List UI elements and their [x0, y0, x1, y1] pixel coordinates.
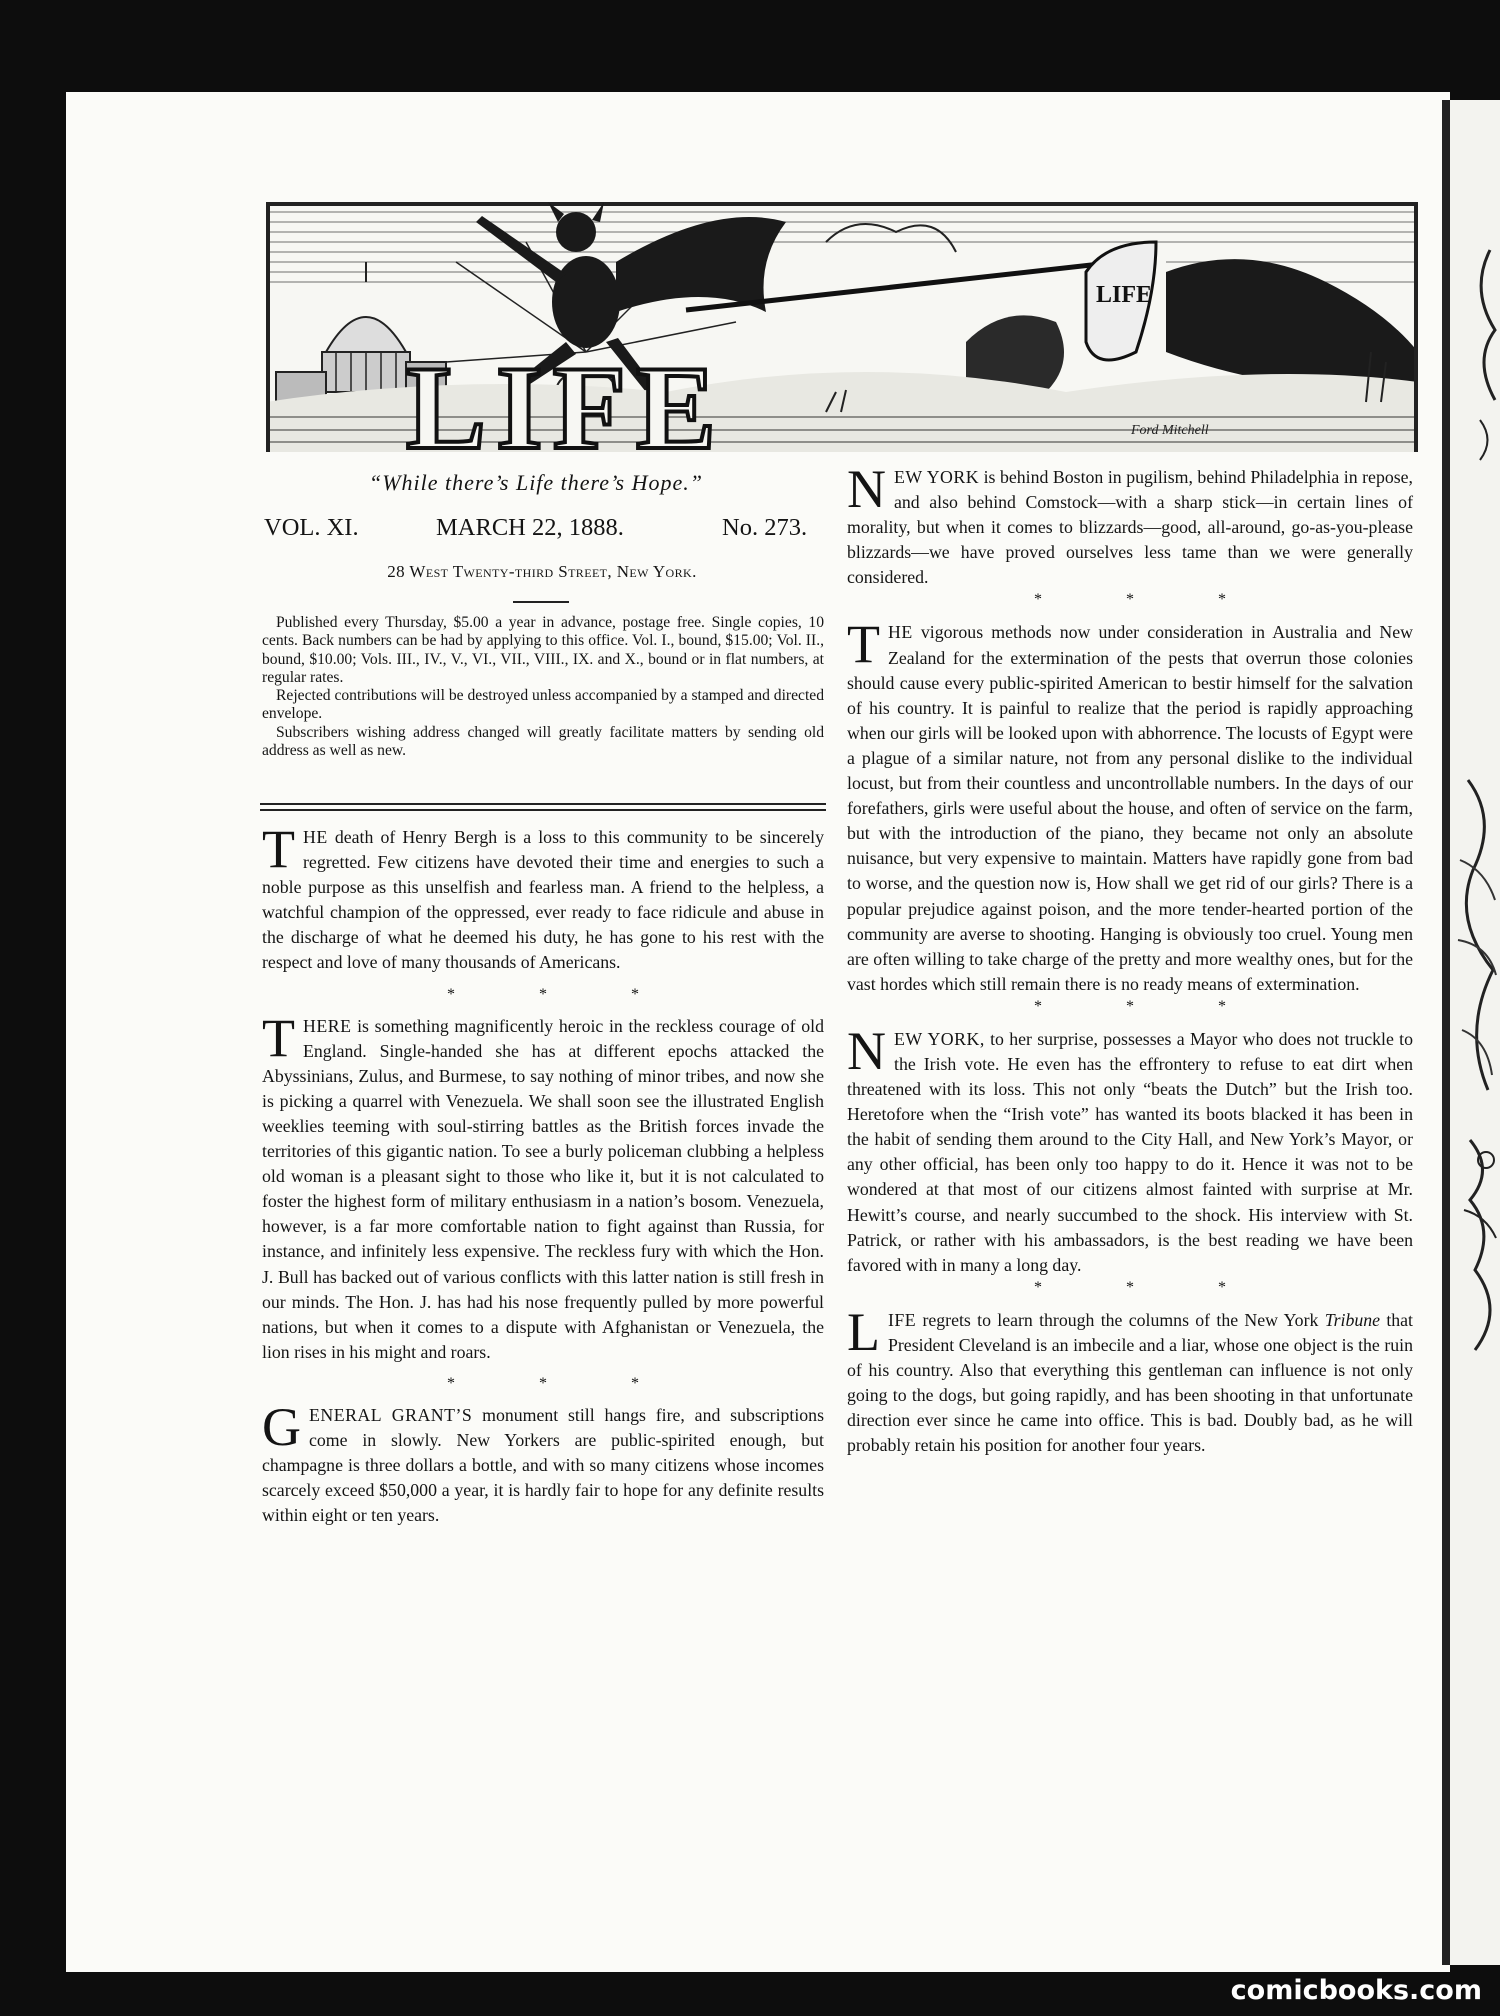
- article-body: to her surprise, possesses a Mayor who does not truckle to the Irish vote. He even has the effrontery to refuse to eat dirt when threatened with its loss. This not only “beats the Dutch” but the Irish too. Heretofore when the “Irish vote” has wanted its boots blacked it has been in the habit of sending them around to the City Hall, and New York’s Mayor, or any other official, has been only too happy to do it. Hence it was not to be wondered at that most of our citizens almost fainted with surprise at Mr. Hewitt’s course, and nearly succumbed to the shock. His interview with St. Patrick, or rather with his ambassadors, is the best reading we have been favored with in many a long day.: [847, 1028, 1413, 1275]
- section-separator: * * *: [447, 1374, 679, 1392]
- section-separator: * * *: [1034, 591, 1266, 609]
- article-extermination: [847, 614, 1413, 996]
- site-watermark: comicbooks.com: [1230, 1975, 1482, 2006]
- article-henry-bergh: [262, 819, 824, 976]
- article-body: death of Henry Bergh is a loss to this community to be sincerely regretted. Few citizens have devoted their time and energies to such a noble purpose as this unselfish and fearless man. A friend to the helpless, a watchful champion of the oppressed, ever ready to face ridicule and abuse in the discharge of what he deemed his duty, he has gone to his rest with the respect and love of many thousands of Americans.: [262, 827, 824, 973]
- adjacent-page-fragment: [1450, 100, 1500, 1965]
- article-new-york-mayor: [847, 1020, 1413, 1278]
- drop-cap: T: [262, 819, 295, 879]
- left-column: [262, 819, 824, 1528]
- article-lead: HE: [888, 622, 913, 643]
- page-binding-edge: [1442, 100, 1450, 1965]
- notice-paragraph: Rejected contributions will be destroyed unless accompanied by a stamped and directed envelope.: [262, 687, 824, 723]
- masthead-illustration: [266, 202, 1418, 452]
- article-lead: HE: [303, 827, 328, 847]
- article-body: is behind Boston in pugilism, behind Philadelphia in repose, and also behind Comstock—with a sharp stick—in certain lines of morality, but when it comes to blizzards—good, all-around, go-as-you-please blizzards—we have proved ourselves less tame than we were generally considered.: [847, 467, 1413, 588]
- volume-number: VOL. XI.: [264, 514, 359, 541]
- newspaper-name: Tribune: [1324, 1309, 1381, 1330]
- article-grant-monument: [262, 1396, 824, 1528]
- notice-paragraph: Published every Thursday, $5.00 a year in advance, postage free. Single copies, 10 cents. Back numbers can be had by applying to this office. Vol. I., bound, $15.00; Vol. II., bound, $10.00; Vols. III., IV., V., VI., VII., VIII., IX. and X., bound or in flat numbers, at regular rates.: [262, 614, 824, 686]
- article-president-cleveland: [847, 1301, 1413, 1459]
- short-rule: [513, 601, 569, 603]
- issue-date: MARCH 22, 1888.: [436, 514, 624, 541]
- article-lead: EW YORK: [894, 467, 980, 487]
- article-lead: IFE: [888, 1309, 917, 1330]
- life-logo: LIFE: [406, 341, 727, 452]
- section-separator: * * *: [1034, 1278, 1266, 1296]
- section-separator: * * *: [1034, 997, 1266, 1015]
- article-lead: HERE: [303, 1015, 352, 1036]
- shield-label: LIFE: [1096, 282, 1153, 308]
- notice-paragraph: Subscribers wishing address changed will greatly facilitate matters by sending old address as well as new.: [262, 723, 824, 760]
- drop-cap: T: [262, 1007, 295, 1068]
- article-lead: EW YORK,: [894, 1028, 985, 1049]
- article-body: is something magnificently heroic in the reckless courage of old England. Single-handed she has at different epochs attacked the Abyssinians, Zulus, and Burmese, to say nothing of minor tribes, and now she is picking a quarrel with Venezuela. We shall soon see the illustrated English weeklies teeming with soul-stirring battles as the British forces invade the territories of this gigantic nation. To see a burly policeman clubbing a helpless old woman is a pleasant sight to those who like it, but it is not calculated to foster the highest form of military enthusiasm in a nation’s bosom. Venezuela, however, is a far more comfortable nation to fight against than Russia, for instance, and infinitely less expensive. The reckless fury with which the Hon. J. Bull has backed out of various conflicts with this latter nation is still fresh in our minds. The Hon. J. has had his nose frequently pulled by more powerful nations, but when it comes to a dispute with Afghanistan or Venezuela, the lion rises in his might and roars.: [262, 1015, 824, 1362]
- drop-cap: N: [847, 1020, 886, 1081]
- article-body: that President Cleveland is an imbecile and a liar, whose one object is the ruin of his country. Also that everything this gentleman can influence is not only going to the dogs, but going rapidly, and has been shooting in that unfortunate direction ever since he came into office. This is bad. Doubly bad, as he will probably retain his position for another four years.: [847, 1309, 1413, 1456]
- article-body: monument still hangs fire, and subscriptions come in slowly. New Yorkers are public-spirited enough, but champagne is three dollars a bottle, and with so many citizens whose incomes scarcely exceed $50,000 a year, it is hardly fair to hope for any definite results within eight or ten years.: [262, 1404, 824, 1526]
- artist-signature: Ford Mitchell: [1131, 423, 1209, 438]
- section-separator: * * *: [447, 985, 679, 1003]
- issue-line: [262, 514, 822, 548]
- article-old-england: [262, 1007, 824, 1365]
- ornament-illustration: [1450, 100, 1500, 1965]
- masthead-motto: “While there’s Life there’s Hope.”: [368, 470, 704, 495]
- article-body-start: regrets to learn through the columns of the New York: [916, 1309, 1325, 1330]
- article-lead: ENERAL GRANT’S: [309, 1404, 473, 1425]
- drop-cap: L: [847, 1301, 880, 1362]
- double-rule-divider: [260, 803, 826, 813]
- office-address: 28 West Twenty-third Street, New York.: [387, 562, 697, 581]
- drop-cap: G: [262, 1396, 301, 1457]
- publication-notice: [262, 614, 824, 760]
- drop-cap: T: [847, 614, 880, 675]
- issue-number: No. 273.: [722, 514, 808, 541]
- right-column: [847, 459, 1413, 1458]
- drop-cap: N: [847, 459, 886, 519]
- article-body: vigorous methods now under consideration in Australia and New Zealand for the extermination of the pests that overrun those colonies should cause every public-spirited American to bestir himself for the salvation of his country. It is painful to realize that the period is rapidly approaching when our girls will be looked upon with abhorrence. The locusts of Egypt were a plague of a similar nature, not from any personal dislike to the individual locust, but from their countless and uncontrollable numbers. In the days of our forefathers, girls were useful about the house, and often of service on the farm, but with the introduction of the piano, they became not only an absolute nuisance, but very expensive to maintain. Matters have rapidly gone from bad to worse, and the question now is, How shall we get rid of our girls? There is a popular prejudice against poison, and the more tender-hearted portion of the community are averse to shooting. Hanging is obviously too cruel. Young men are often willing to take charge of the pretty and more wealthy ones, but for the vast hordes which still remain there is no ready means of extermination.: [847, 622, 1413, 994]
- article-new-york-blizzards: [847, 459, 1413, 590]
